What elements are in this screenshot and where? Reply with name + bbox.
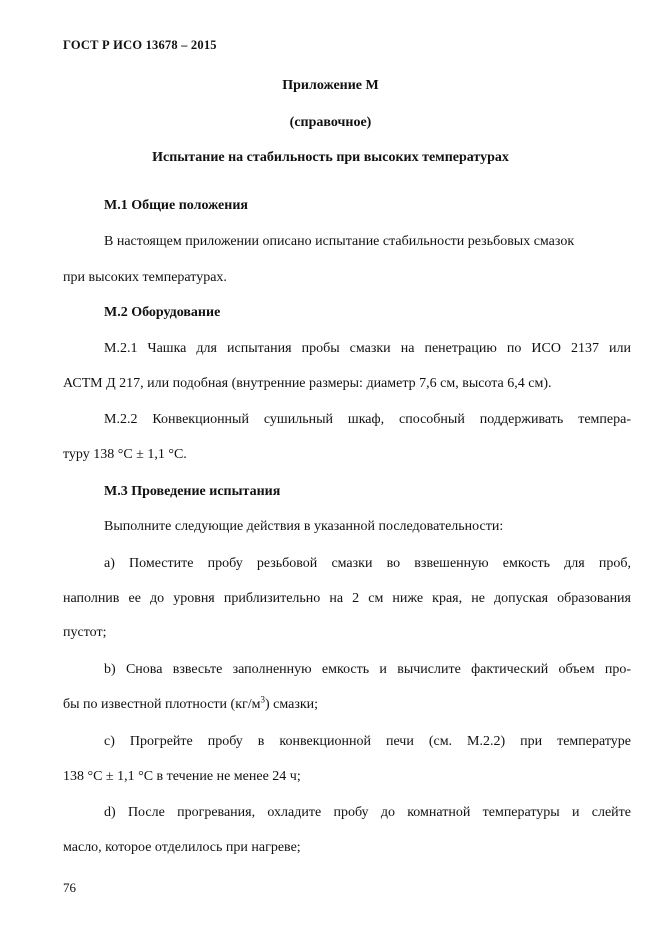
step-a-line-2: наполнив ее до уровня приблизительно на 2 см ниже края, не допуская образования	[63, 591, 631, 606]
step-c-line-2: 138 °С ± 1,1 °С в течение не менее 24 ч;	[63, 769, 301, 784]
appendix-title: Приложение М	[282, 78, 379, 93]
m2-1-line-1: М.2.1 Чашка для испытания пробы смазки на пенетрацию по ИСО 2137 или	[104, 341, 631, 356]
m3-intro: Выполните следующие действия в указанной последовательности:	[104, 519, 504, 534]
section-m1-heading: М.1 Общие положения	[104, 198, 248, 213]
page-number: 76	[63, 880, 76, 895]
appendix-subtitle: Испытание на стабильность при высоких температурах	[152, 150, 509, 165]
step-d-line-2: масло, которое отделилось при нагреве;	[63, 840, 301, 855]
m1-text-line-1: В настоящем приложении описано испытание стабильности резьбовых смазок	[104, 234, 575, 249]
step-a-line-3: пустот;	[63, 625, 107, 640]
section-m2-heading: М.2 Оборудование	[104, 305, 221, 320]
step-d-line-1: d) После прогревания, охладите пробу до комнатной температуры и слейте	[104, 805, 631, 820]
section-m3-heading: М.3 Проведение испытания	[104, 484, 281, 499]
m2-1-line-2: АСТМ Д 217, или подобная (внутренние размеры: диаметр 7,6 см, высота 6,4 см).	[63, 376, 552, 391]
m2-2-line-1: М.2.2 Конвекционный сушильный шкаф, способный поддерживать темпера-	[104, 412, 631, 427]
m1-text-line-2: при высоких температурах.	[63, 270, 227, 285]
appendix-status: (справочное)	[289, 115, 372, 130]
step-c-line-1: c) Прогрейте пробу в конвекционной печи (см. М.2.2) при температуре	[104, 734, 631, 749]
step-b-line-2: бы по известной плотности $(кг/м^3)$ смазки;	[63, 694, 319, 712]
step-b-line-1: b) Снова взвесьте заполненную емкость и вычислите фактический объем про-	[104, 662, 631, 677]
standard-code-header: ГОСТ Р ИСО 13678 – 2015	[63, 38, 217, 52]
step-a-line-1: a) Поместите пробу резьбовой смазки во взвешенную емкость для проб,	[104, 556, 631, 571]
m2-2-line-2: туру 138 °С ± 1,1 °С.	[63, 447, 187, 462]
